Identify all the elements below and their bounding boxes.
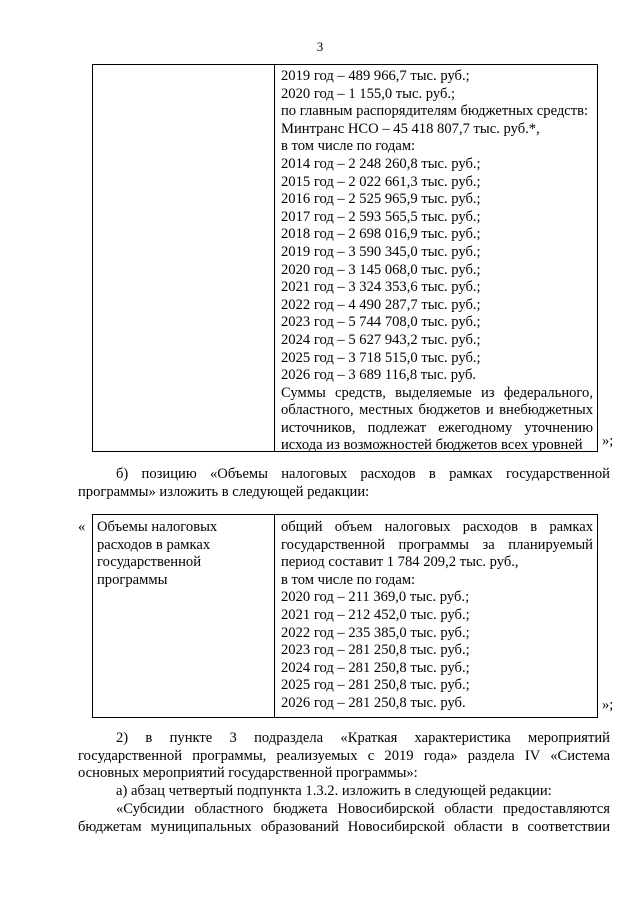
table1-note-last-line: исхода из возможностей бюджетов всех уровней (281, 437, 583, 454)
page-number: 3 (316, 39, 324, 54)
table1-line: 2017 год – 2 593 565,5 тыс. руб.; (281, 208, 481, 225)
table1-line: 2022 год – 4 490 287,7 тыс. руб.; (281, 296, 481, 313)
paragraph-2-line1: 2) в пункте 3 подраздела «Краткая характеристика мероприятий (116, 730, 610, 746)
table2-year-line: в том числе по годам: (281, 571, 416, 588)
paragraph-b-line2: программы» изложить в следующей редакции: (78, 483, 370, 500)
table2-open-quote: « (78, 519, 86, 535)
table2-right-cell (275, 519, 599, 713)
table1-line: 2020 год – 3 145 068,0 тыс. руб.; (281, 261, 481, 278)
table2-left-column (93, 515, 275, 717)
table1-note-line: Суммы средств, выделяемые из федерального, (281, 384, 593, 401)
table2-year-lines (275, 554, 599, 712)
table2-summary (275, 519, 593, 554)
table1-line: 2018 год – 2 698 016,9 тыс. руб.; (281, 226, 481, 243)
table1-line: 2019 год – 489 966,7 тыс. руб.; (281, 68, 470, 84)
table1-note (275, 385, 593, 438)
table2-left-line: программы (97, 571, 168, 588)
table1-line: по главным распорядителям бюджетных средств: (281, 103, 589, 120)
table1-left-column (93, 65, 275, 451)
table2-year-line: 2026 год – 281 250,8 тыс. руб. (281, 694, 466, 711)
table1-line: 2014 год – 2 248 260,8 тыс. руб.; (281, 155, 481, 172)
table1-line: 2023 год – 5 744 708,0 тыс. руб.; (281, 314, 481, 331)
table2-year-line: 2024 год – 281 250,8 тыс. руб.; (281, 659, 470, 676)
table2-left-line: Объемы налоговых (97, 519, 218, 535)
budget-table-continuation (92, 64, 598, 452)
table1-line: 2019 год – 3 590 345,0 тыс. руб.; (281, 243, 481, 260)
table1-line: 2016 год – 2 525 965,9 тыс. руб.; (281, 191, 481, 208)
paragraph-a-line1: а) абзац четвертый подпункта 1.3.2. изложить в следующей редакции: (116, 783, 552, 799)
table1-line: 2021 год – 3 324 353,6 тыс. руб.; (281, 279, 481, 296)
table2-close-quote: »; (602, 697, 614, 713)
table1-line: Минтранс НСО – 45 418 807,7 тыс. руб.*, (281, 120, 540, 137)
table1-right-cell (275, 68, 599, 455)
paragraph-c-line2: бюджетам муниципальных образований Новосибирской области в соответствии (78, 818, 610, 835)
table2-left-cell (97, 519, 217, 589)
table1-line: 2024 год – 5 627 943,2 тыс. руб.; (281, 331, 481, 348)
table1-line: в том числе по годам: (281, 138, 416, 155)
table2-year-line: 2025 год – 281 250,8 тыс. руб.; (281, 677, 470, 694)
paragraph-2 (78, 730, 610, 783)
table1-line: 2020 год – 1 155,0 тыс. руб.; (281, 85, 456, 102)
paragraph-2-line3: основных мероприятий государственной программы»: (78, 765, 418, 782)
paragraph-2-line2: государственной программы, реализуемых с 2019 года» раздела IV «Система (78, 747, 610, 764)
table1-close-quote: »; (602, 433, 614, 449)
table1-line: 2026 год – 3 689 116,8 тыс. руб. (281, 367, 477, 384)
table1-line: 2015 год – 2 022 661,3 тыс. руб.; (281, 173, 481, 190)
table2-year-line: 2023 год – 281 250,8 тыс. руб.; (281, 642, 470, 659)
paragraph-b (78, 466, 610, 501)
table2-year-line: 2022 год – 235 385,0 тыс. руб.; (281, 624, 470, 641)
table2-left-line: государственной (97, 554, 202, 571)
paragraph-b-line1: б) позицию «Объемы налоговых расходов в рамках государственной (116, 466, 610, 482)
table2-summary-line: государственной программы за планируемый (281, 536, 593, 553)
table1-year-lines (275, 68, 599, 385)
paragraph-c (78, 801, 610, 836)
table1-note-line: областного, местных бюджетов и внебюджетных (281, 402, 593, 419)
table2-summary-line: общий объем налоговых расходов в рамках (281, 519, 593, 535)
table2-year-line: 2021 год – 212 452,0 тыс. руб.; (281, 606, 470, 623)
table2-year-line: период составит 1 784 209,2 тыс. руб., (281, 554, 519, 571)
table2-year-line: 2020 год – 211 369,0 тыс. руб.; (281, 589, 470, 606)
table1-line: 2025 год – 3 718 515,0 тыс. руб.; (281, 349, 481, 366)
tax-expenditure-table (92, 514, 598, 718)
table1-note-line: источников, подлежат ежегодному уточнению (281, 419, 593, 436)
paragraph-a (78, 783, 610, 801)
table2-left-line: расходов в рамках (97, 536, 211, 553)
paragraph-c-line1: «Субсидии областного бюджета Новосибирской области предоставляются (116, 801, 610, 817)
